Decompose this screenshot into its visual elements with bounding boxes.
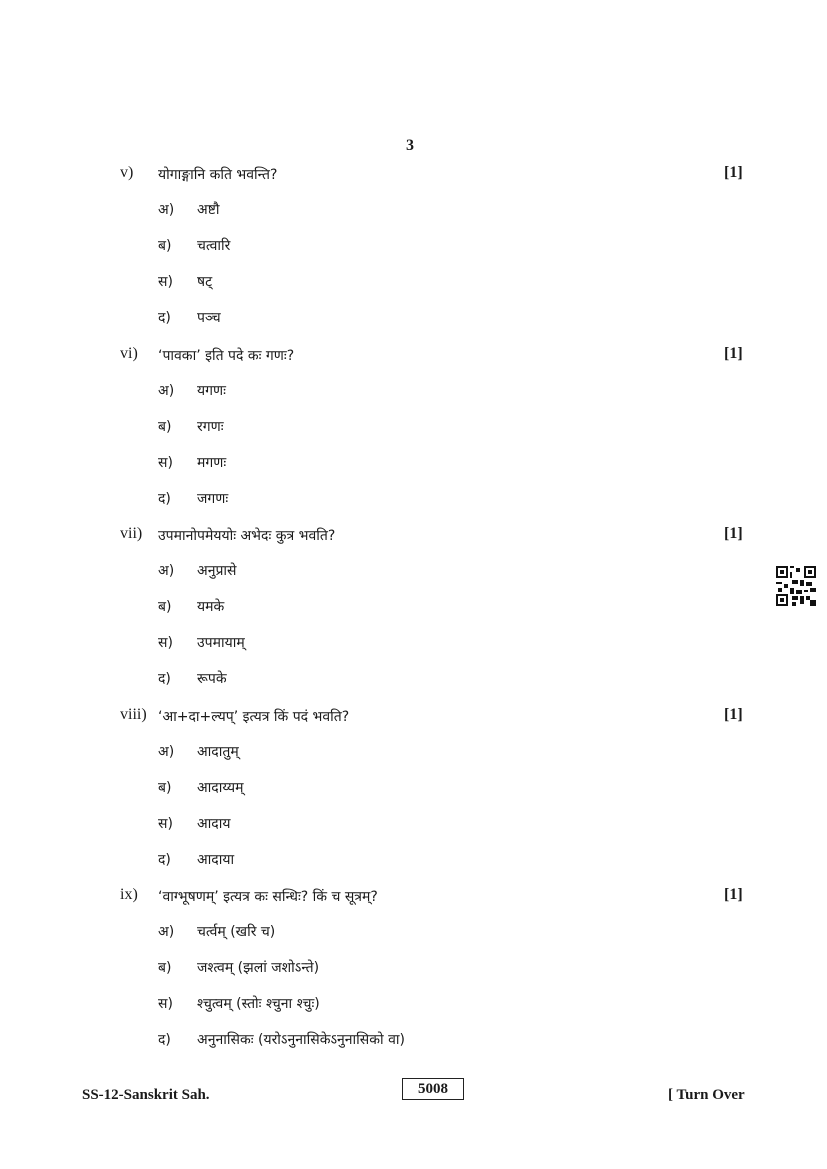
option-label: द) (158, 490, 171, 507)
option-label: अ) (158, 743, 175, 760)
option-label: स) (158, 454, 173, 471)
option-text: आदाय्यम् (197, 779, 244, 796)
question-text: उपमानोपमेययोः अभेदः कुत्र भवति? (158, 528, 336, 544)
subject-code: SS-12-Sanskrit Sah. (82, 1087, 210, 1103)
option-label: द) (158, 851, 171, 868)
option-label: ब) (158, 599, 172, 615)
option-label: द) (158, 1032, 171, 1048)
option-label: स) (158, 815, 173, 832)
option-label: अ) (158, 924, 175, 940)
question-text: ‘पावका’ इति पदे कः गणः? (158, 347, 295, 364)
option-text: आदातुम् (197, 743, 239, 760)
option-label: ब) (158, 779, 172, 796)
option-text: चत्वारि (197, 238, 231, 254)
question-text: योगाङ्गानि कति भवन्ति? (158, 167, 278, 183)
option-text: जगणः (197, 490, 229, 507)
option-label: अ) (158, 563, 175, 579)
turn-over-label: [ Turn Over (668, 1087, 745, 1103)
question-marks: [1] (724, 525, 743, 542)
option-label: स) (158, 635, 173, 651)
question-text: ‘वाग्भूषणम्’ इत्यत्र कः सन्धिः? किं च सूत्रम्? (158, 889, 378, 905)
option-text: जश्त्वम् (झलां जशोऽन्ते) (197, 960, 320, 976)
option-label: अ) (158, 202, 175, 218)
option-label: ब) (158, 238, 172, 254)
question-marks: [1] (724, 164, 743, 181)
option-text: मगणः (197, 454, 227, 471)
question-number: v) (120, 164, 134, 181)
option-text: श्चुत्वम् (स्तोः श्चुना श्चुः) (197, 996, 320, 1012)
option-text: आदाया (197, 851, 235, 868)
option-label: ब) (158, 960, 172, 976)
option-label: द) (158, 671, 171, 687)
option-text: अनुनासिकः (यरोऽनुनासिकेऽनुनासिको वा) (197, 1032, 405, 1048)
question-number: vii) (120, 525, 143, 542)
question-text: ‘आ+दा+ल्यप्’ इत्यत्र किं पदं भवति? (158, 708, 350, 725)
question-marks: [1] (724, 886, 743, 903)
option-text: यगणः (197, 382, 226, 399)
option-text: षट् (197, 274, 213, 290)
option-text: आदाय (197, 815, 231, 832)
question-number: viii) (120, 705, 147, 723)
paper-code-box: 5008 (402, 1078, 464, 1100)
option-label: द) (158, 310, 171, 326)
question-marks: [1] (724, 705, 743, 723)
option-label: स) (158, 996, 173, 1012)
option-text: यमके (197, 599, 225, 615)
option-text: अष्टौ (197, 202, 220, 218)
question-number: ix) (120, 886, 138, 903)
qr-code-icon (776, 566, 816, 606)
option-text: रगणः (197, 418, 224, 435)
question-marks: [1] (724, 344, 743, 362)
option-text: उपमायाम् (197, 635, 245, 651)
option-label: ब) (158, 418, 172, 435)
option-label: अ) (158, 382, 175, 399)
question-number: vi) (120, 344, 138, 362)
option-text: पञ्च (197, 310, 221, 326)
option-label: स) (158, 274, 173, 290)
page-number: 3 (406, 137, 414, 154)
option-text: रूपके (197, 671, 227, 687)
option-text: अनुप्रासे (197, 563, 237, 579)
option-text: चर्त्वम् (खरि च) (197, 924, 276, 940)
